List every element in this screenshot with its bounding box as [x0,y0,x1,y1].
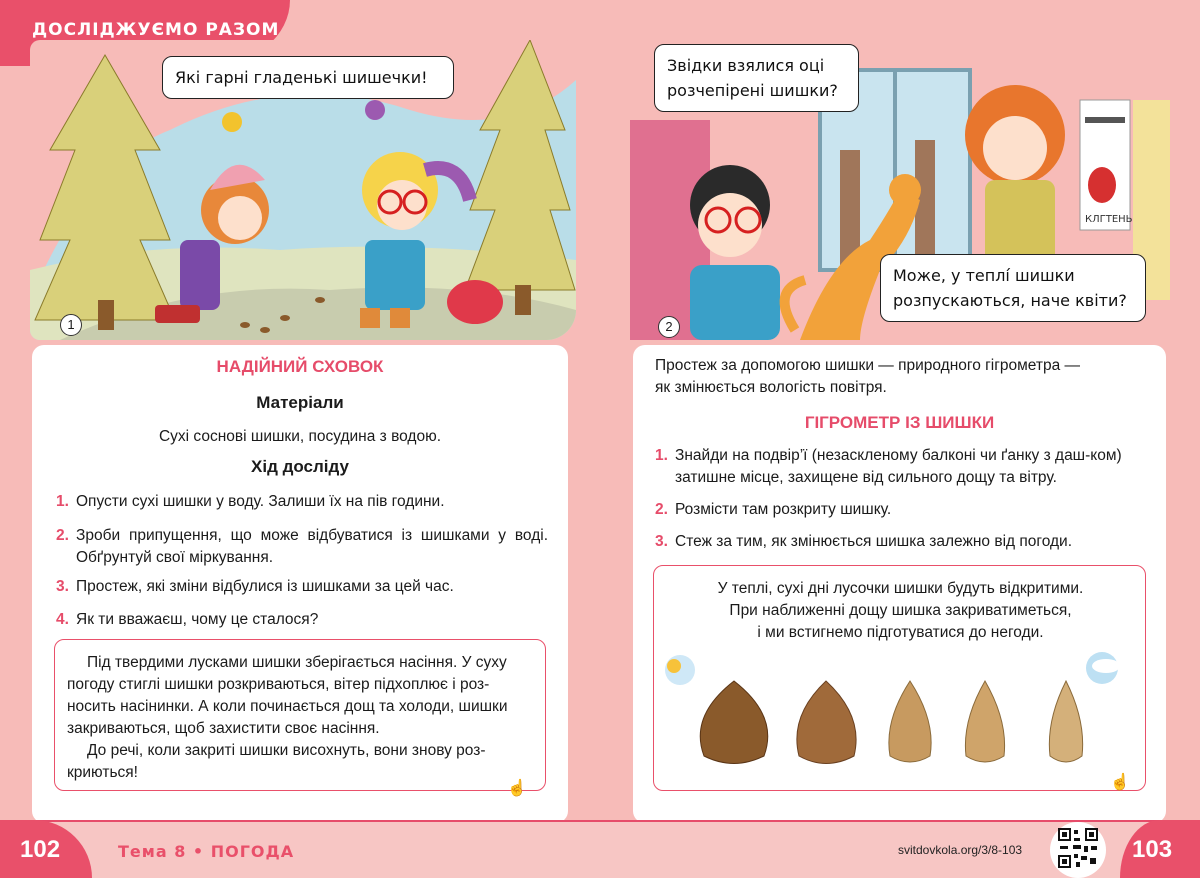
pine-cone-mostly-closed [965,681,1004,762]
rain-cloud-icon [1086,652,1120,684]
step-number: 1. [56,493,69,510]
procedure-step [56,491,548,513]
step-text: Стеж за тим, як змінюється шишка залежно від погоди. [675,533,1072,550]
resource-link[interactable]: svitdovkola.org/3/8-103 [898,843,1023,857]
intro-line: Простеж за допомогою шишки — природного гігрометра — [655,357,1081,374]
topic-label: Тема 8 • ПОГОДА [118,842,295,861]
pine-cone-closing [889,681,931,762]
materials-text: Сухі соснові шишки, посудина з водою. [158,428,442,445]
pointing-hand-icon: ☝ [507,780,527,797]
procedure-heading: Хід досліду [251,457,349,476]
explanation-line: Під твердими лусками шишки зберігається насіння. У суху [87,654,507,671]
bubble-line: розпускаються, наче квіти? [893,291,1127,310]
observation-line: У теплі, сухі дні лусочки шишки будуть відкритими. [717,580,1084,597]
bubble-line: Звідки взялися оці [667,56,825,75]
explanation-line: закриваються, щоб захистити своє насіння. [67,720,380,737]
step-text: Зроби припущення, що може відбуватися із шишками у воді. Обґрунтуй свої міркування. [76,527,548,566]
speech-bubble-girl: Які гарні гладенькі шишечки! [162,56,454,99]
step-text: Як ти вважаєш, чому це сталося? [76,611,319,628]
qr-code-icon [1050,822,1106,878]
bubble-line: розчепірені шишки? [667,81,838,100]
pointing-hand-icon: ☝ [1110,774,1130,791]
pine-cone-sequence [654,646,1147,786]
explanation-box [54,639,546,797]
poster-label: КЛГТЕНЬ [1085,214,1133,225]
step-number: 2. [655,501,668,518]
procedure-step [655,445,1145,489]
explanation-line: криються! [67,764,138,781]
step-number: 1. [655,447,668,464]
procedure-step [56,609,548,631]
observation-box [653,565,1146,791]
sun-icon [665,655,695,685]
hygrometer-card [633,345,1166,823]
observation-line: При наближенні дощу шишка закриватиметься, [729,602,1072,619]
procedure-step [655,499,1145,521]
step-number: 3. [655,533,668,550]
procedure-step [56,576,548,598]
pine-cone-half-open [797,681,856,764]
panel-number-badge: 2 [658,316,680,338]
pine-cone-closed [1049,681,1082,762]
pine-cone-open [700,681,768,764]
panel-number-badge: 1 [60,314,82,336]
section-header-title: ДОСЛІДЖУЄМО РАЗОМ [32,20,280,40]
materials-heading: Матеріали [256,393,344,412]
procedure-step [56,525,548,569]
intro-line: як змінюється вологість повітря. [655,379,887,396]
explanation-line: До речі, коли закриті шишки висохнуть, вони знову роз- [87,742,486,759]
step-text: Опусти сухі шишки у воду. Залиши їх на пів години. [76,493,445,510]
experiment-title: НАДІЙНИЙ СХОВОК [216,357,384,376]
speech-bubble-girl-2 [880,254,1146,322]
procedure-step [655,531,1145,553]
qr-code[interactable] [1050,822,1106,878]
page-number-right: 103 [1120,820,1200,878]
observation-line: і ми встигнемо підготуватися до негоди. [757,624,1044,641]
step-number: 3. [56,578,69,595]
speech-bubble-boy [654,44,859,112]
explanation-line: погоду стиглі шишки розкриваються, вітер підхоплює і роз- [67,676,490,693]
bubble-line: Може, у теплі́ шишки [893,266,1075,285]
step-text: Знайди на подвір’ї (незаскленому балконі чи ґанку з даш-ком) затишне місце, захищене від сильного дощу та вітру. [675,447,1122,486]
hygrometer-title: ГІГРОМЕТР ІЗ ШИШКИ [804,413,995,432]
step-text: Розмісти там розкриту шишку. [675,501,892,518]
step-number: 4. [56,611,69,628]
step-number: 2. [56,527,69,544]
step-text: Простеж, які зміни відбулися із шишками за цей час. [76,578,454,595]
explanation-line: носить насінинки. А коли починається дощ та холоди, шишки [67,698,508,715]
experiment-card [32,345,568,823]
page-number-left: 102 [0,820,92,878]
